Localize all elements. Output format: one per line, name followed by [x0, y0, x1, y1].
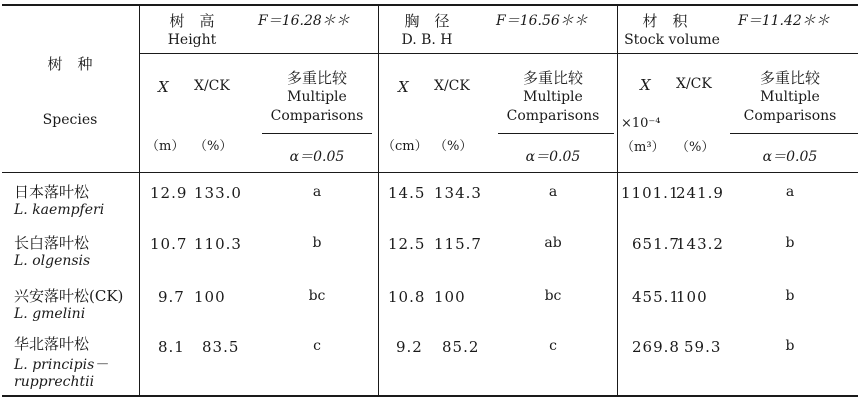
- dbh-divider: [617, 5, 618, 396]
- dbh-title-en: D. B. H: [401, 32, 453, 48]
- height-title-cn: 树 高: [169, 12, 215, 30]
- dbh-alpha: α＝0.05: [525, 149, 581, 165]
- dbh-f-stat: F＝16.56＊＊: [496, 13, 588, 29]
- dbh-unit-ck: （%）: [434, 139, 473, 154]
- height-divider: [378, 5, 379, 396]
- row4-volume-x: 269.8: [632, 338, 680, 356]
- height-f-stat: F＝16.28＊＊: [258, 13, 350, 29]
- dbh-unit-x: （cm）: [382, 139, 428, 154]
- row4-species-latin-cont: rupprechtii: [14, 374, 95, 390]
- row2-dbh-mc: ab: [544, 235, 562, 251]
- row4-height-ck: 83.5: [202, 338, 240, 356]
- dbh-x-label: X: [398, 78, 409, 96]
- species-divider: [139, 5, 140, 396]
- row3-dbh-ck: 100: [434, 288, 466, 306]
- height-unit-ck: （%）: [194, 139, 233, 154]
- height-xck-label: X/CK: [194, 78, 230, 94]
- group-header-rule: [140, 53, 858, 54]
- row4-species-latin: L. principis－: [14, 357, 109, 373]
- volume-unit-ck: （%）: [676, 140, 715, 155]
- bottom-rule: [2, 395, 858, 397]
- row2-volume-x: 651.7: [632, 235, 680, 253]
- row3-height-mc: bc: [308, 288, 326, 304]
- height-mc-cn: 多重比较: [286, 69, 348, 87]
- row3-volume-ck: 100: [676, 288, 708, 306]
- row2-height-mc: b: [312, 235, 322, 251]
- row3-volume-x: 455.1: [632, 288, 680, 306]
- volume-unit-x: （m³）: [621, 140, 665, 155]
- row1-height-mc: a: [312, 184, 322, 200]
- row2-height-ck: 110.3: [194, 235, 242, 253]
- row3-height-x: 9.7: [158, 288, 185, 306]
- species-header-en: Species: [42, 112, 98, 128]
- row3-dbh-mc: bc: [544, 288, 562, 304]
- row1-height-ck: 133.0: [194, 184, 242, 202]
- row3-species-cn: 兴安落叶松(CK): [14, 287, 124, 305]
- row1-dbh-mc: a: [548, 184, 558, 200]
- row1-dbh-ck: 134.3: [434, 184, 482, 202]
- row4-dbh-x: 9.2: [396, 338, 423, 356]
- height-unit-x: （m）: [146, 139, 185, 154]
- volume-xck-label: X/CK: [676, 76, 712, 92]
- height-title-en: Height: [167, 32, 217, 48]
- row1-species-latin: L. kaempferi: [14, 202, 105, 218]
- height-alpha: α＝0.05: [289, 149, 345, 165]
- volume-alpha: α＝0.05: [762, 149, 818, 165]
- row4-dbh-mc: c: [549, 338, 557, 354]
- row4-species-cn: 华北落叶松: [14, 335, 90, 353]
- mc-rule-dbh: [498, 133, 614, 134]
- height-mc-en2: Comparisons: [270, 108, 364, 124]
- row3-volume-mc: b: [785, 288, 795, 304]
- header-bottom-rule: [2, 172, 858, 173]
- row2-height-x: 10.7: [150, 235, 188, 253]
- row1-volume-mc: a: [785, 184, 795, 200]
- mc-rule-volume: [730, 133, 858, 134]
- row3-species-latin: L. gmelini: [14, 306, 86, 322]
- row1-species-cn: 日本落叶松: [14, 183, 90, 201]
- species-header-cn: 树 种: [47, 55, 93, 73]
- row4-height-x: 8.1: [158, 338, 185, 356]
- row4-volume-ck: 59.3: [684, 338, 722, 356]
- row4-dbh-ck: 85.2: [442, 338, 480, 356]
- row3-height-ck: 100: [194, 288, 226, 306]
- row3-dbh-x: 10.8: [388, 288, 426, 306]
- volume-mc-en1: Multiple: [760, 89, 820, 105]
- volume-x-label: X: [640, 76, 651, 94]
- volume-mc-en2: Comparisons: [743, 108, 837, 124]
- dbh-mc-en1: Multiple: [523, 89, 583, 105]
- row4-volume-mc: b: [785, 338, 795, 354]
- height-x-label: X: [158, 78, 169, 96]
- row2-dbh-ck: 115.7: [434, 235, 482, 253]
- row2-species-latin: L. olgensis: [14, 253, 91, 269]
- volume-mc-cn: 多重比较: [759, 69, 821, 87]
- top-rule: [2, 4, 858, 6]
- row4-height-mc: c: [313, 338, 321, 354]
- dbh-title-cn: 胸 径: [404, 12, 450, 30]
- row1-volume-x: 1101.1: [621, 184, 680, 202]
- mc-rule-height: [262, 133, 372, 134]
- row2-species-cn: 长白落叶松: [14, 234, 90, 252]
- row1-volume-ck: 241.9: [676, 184, 724, 202]
- height-mc-en1: Multiple: [287, 89, 347, 105]
- row2-volume-mc: b: [785, 235, 795, 251]
- volume-f-stat: F＝11.42＊＊: [738, 13, 830, 29]
- volume-unit-scale: ×10⁻⁴: [621, 116, 661, 131]
- row1-height-x: 12.9: [150, 184, 188, 202]
- row2-dbh-x: 12.5: [388, 235, 426, 253]
- dbh-mc-cn: 多重比较: [522, 69, 584, 87]
- row1-dbh-x: 14.5: [388, 184, 426, 202]
- dbh-xck-label: X/CK: [434, 78, 470, 94]
- dbh-mc-en2: Comparisons: [506, 108, 600, 124]
- volume-title-en: Stock volume: [624, 32, 720, 48]
- volume-title-cn: 材 积: [642, 12, 688, 30]
- row2-volume-ck: 143.2: [676, 235, 724, 253]
